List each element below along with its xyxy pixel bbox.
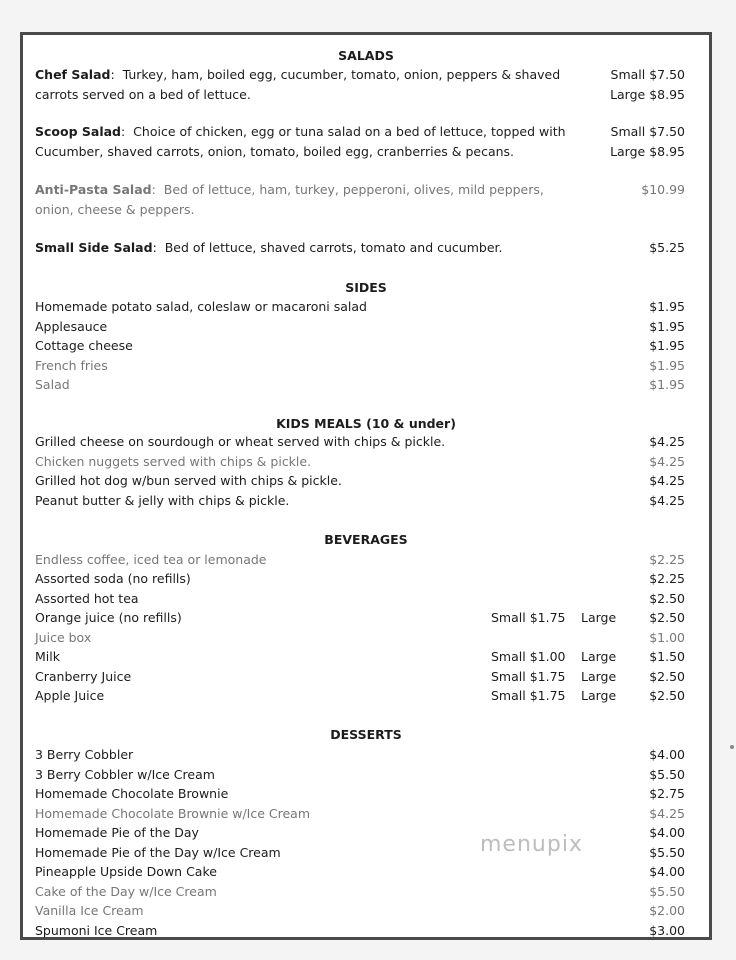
menu-item-scoop-salad: Scoop Salad: Choice of chicken, egg or tuna salad on a bed of lettuce, topped with Cucumber, shaved carrots, onion, tomato, boiled egg, cranberries & pecans. Small $7.50 Large $8.95 <box>35 122 685 162</box>
list-item <box>35 901 685 921</box>
item-size-price: Small $1.75 <box>491 610 566 625</box>
item-name: Cottage cheese <box>35 338 133 353</box>
item-name: Orange juice (no refills) <box>35 610 182 625</box>
list-item <box>35 862 685 882</box>
item-size-price: Small $1.75 <box>491 688 566 703</box>
list-item <box>35 589 685 609</box>
item-name: 3 Berry Cobbler w/Ice Cream <box>35 767 215 782</box>
item-name: Chicken nuggets served with chips & pickle. <box>35 454 312 469</box>
item-name: Grilled hot dog w/bun served with chips & pickle. <box>35 473 342 488</box>
item-name: Vanilla Ice Cream <box>35 903 144 918</box>
beverages-heading: BEVERAGES <box>324 532 408 547</box>
list-item <box>35 647 685 667</box>
list-item <box>35 569 685 589</box>
item-price: $1.95 <box>649 299 685 314</box>
item-price: $2.25 <box>649 571 685 586</box>
item-price: $2.50 <box>649 688 685 703</box>
item-name: Homemade Pie of the Day <box>35 825 199 840</box>
item-price: $4.25 <box>649 454 685 469</box>
item-price: $1.95 <box>649 338 685 353</box>
item-name: Cake of the Day w/Ice Cream <box>35 884 217 899</box>
item-name: Salad <box>35 377 70 392</box>
item-price: $5.50 <box>649 767 685 782</box>
scan-speck <box>730 745 734 749</box>
item-size-price: Large <box>581 688 617 703</box>
menu-item-small-side-salad: Small Side Salad: Bed of lettuce, shaved carrots, tomato and cucumber. $5.25 <box>35 238 685 258</box>
item-price-small: Small $7.50 <box>610 124 685 139</box>
item-name: Assorted hot tea <box>35 591 139 606</box>
list-item <box>35 550 685 570</box>
list-item <box>35 745 685 765</box>
item-price: $4.25 <box>649 434 685 449</box>
item-size-price: Small $1.75 <box>491 669 566 684</box>
item-name: Homemade Pie of the Day w/Ice Cream <box>35 845 281 860</box>
item-name: Homemade Chocolate Brownie <box>35 786 229 801</box>
list-item <box>35 628 685 648</box>
watermark-logo: menupix <box>480 832 583 857</box>
item-price: $4.00 <box>649 747 685 762</box>
item-name: Scoop Salad <box>35 124 121 139</box>
item-price: $1.50 <box>649 649 685 664</box>
menu-page <box>20 32 712 940</box>
item-price: $2.50 <box>649 610 685 625</box>
item-name: Milk <box>35 649 60 664</box>
item-description: Turkey, ham, boiled egg, cucumber, tomato, onion, peppers & shaved carrots served on a bed of lettuce. <box>35 67 561 102</box>
item-price: $3.00 <box>649 923 685 938</box>
list-item <box>35 317 685 337</box>
item-price: $10.99 <box>641 182 685 197</box>
item-name: Pineapple Upside Down Cake <box>35 864 217 879</box>
item-name: Grilled cheese on sourdough or wheat served with chips & pickle. <box>35 434 446 449</box>
menu-item-anti-pasta-salad: Anti-Pasta Salad: Bed of lettuce, ham, turkey, pepperoni, olives, mild peppers, onion, cheese & peppers. $10.99 <box>35 182 685 217</box>
item-name: Homemade Chocolate Brownie w/Ice Cream <box>35 806 311 821</box>
item-price: $4.25 <box>649 493 685 508</box>
item-price-large: Large $8.95 <box>610 144 685 159</box>
item-name: Endless coffee, iced tea or lemonade <box>35 552 267 567</box>
salads-heading: SALADS <box>338 48 394 63</box>
item-description: Choice of chicken, egg or tuna salad on a bed of lettuce, topped with Cucumber, shaved carrots, onion, tomato, boiled egg, cranberries & pecans. <box>35 124 566 159</box>
item-price: $4.25 <box>649 473 685 488</box>
item-price: $4.00 <box>649 825 685 840</box>
item-name: Juice box <box>35 630 92 645</box>
kids-meals-heading: KIDS MEALS (10 & under) <box>276 416 456 431</box>
list-item <box>35 356 685 376</box>
item-price: $1.95 <box>649 319 685 334</box>
desserts-heading: DESSERTS <box>330 727 402 742</box>
item-name: Chef Salad <box>35 67 111 82</box>
list-item <box>35 784 685 804</box>
item-price: $2.75 <box>649 786 685 801</box>
item-price: $1.95 <box>649 358 685 373</box>
list-item <box>35 843 685 863</box>
list-item <box>35 882 685 902</box>
list-item <box>35 667 685 687</box>
item-name: Applesauce <box>35 319 108 334</box>
item-price: $2.25 <box>649 552 685 567</box>
item-name: Anti-Pasta Salad <box>35 182 152 197</box>
item-price: $5.50 <box>649 884 685 899</box>
list-item <box>35 471 685 491</box>
item-size-price: Small $1.00 <box>491 649 566 664</box>
item-price: $2.50 <box>649 669 685 684</box>
item-price: $5.25 <box>649 240 685 255</box>
list-item <box>35 491 685 511</box>
item-name: Spumoni Ice Cream <box>35 923 158 938</box>
list-item <box>35 921 685 941</box>
item-name: Assorted soda (no refills) <box>35 571 191 586</box>
item-price-small: Small $7.50 <box>610 67 685 82</box>
item-price: $4.00 <box>649 864 685 879</box>
sides-heading: SIDES <box>345 280 387 295</box>
list-item <box>35 336 685 356</box>
item-name: French fries <box>35 358 108 373</box>
item-price: $4.25 <box>649 806 685 821</box>
item-price: $1.95 <box>649 377 685 392</box>
item-name: Homemade potato salad, coleslaw or macaroni salad <box>35 299 367 314</box>
list-item <box>35 823 685 843</box>
item-price: $5.50 <box>649 845 685 860</box>
item-price: $1.00 <box>649 630 685 645</box>
item-size-price: Large <box>581 649 617 664</box>
item-price: $2.00 <box>649 903 685 918</box>
item-price: $2.50 <box>649 591 685 606</box>
list-item <box>35 608 685 628</box>
menu-item-chef-salad: Chef Salad: Turkey, ham, boiled egg, cucumber, tomato, onion, peppers & shaved carrots served on a bed of lettuce. Small $7.50 Large $8.95 <box>35 65 685 105</box>
item-name: Small Side Salad <box>35 240 153 255</box>
list-item <box>35 686 685 706</box>
item-name: Apple Juice <box>35 688 105 703</box>
list-item <box>35 804 685 824</box>
item-name: Peanut butter & jelly with chips & pickle. <box>35 493 290 508</box>
item-size-price: Large <box>581 669 617 684</box>
item-size-price: Large <box>581 610 617 625</box>
item-description: Bed of lettuce, shaved carrots, tomato and cucumber. <box>164 240 503 255</box>
item-description: Bed of lettuce, ham, turkey, pepperoni, olives, mild peppers, onion, cheese & peppers. <box>35 182 544 217</box>
list-item <box>35 297 685 317</box>
list-item <box>35 432 685 452</box>
list-item <box>35 452 685 472</box>
list-item <box>35 375 685 395</box>
list-item <box>35 765 685 785</box>
item-name: 3 Berry Cobbler <box>35 747 134 762</box>
item-name: Cranberry Juice <box>35 669 132 684</box>
item-price-large: Large $8.95 <box>610 87 685 102</box>
